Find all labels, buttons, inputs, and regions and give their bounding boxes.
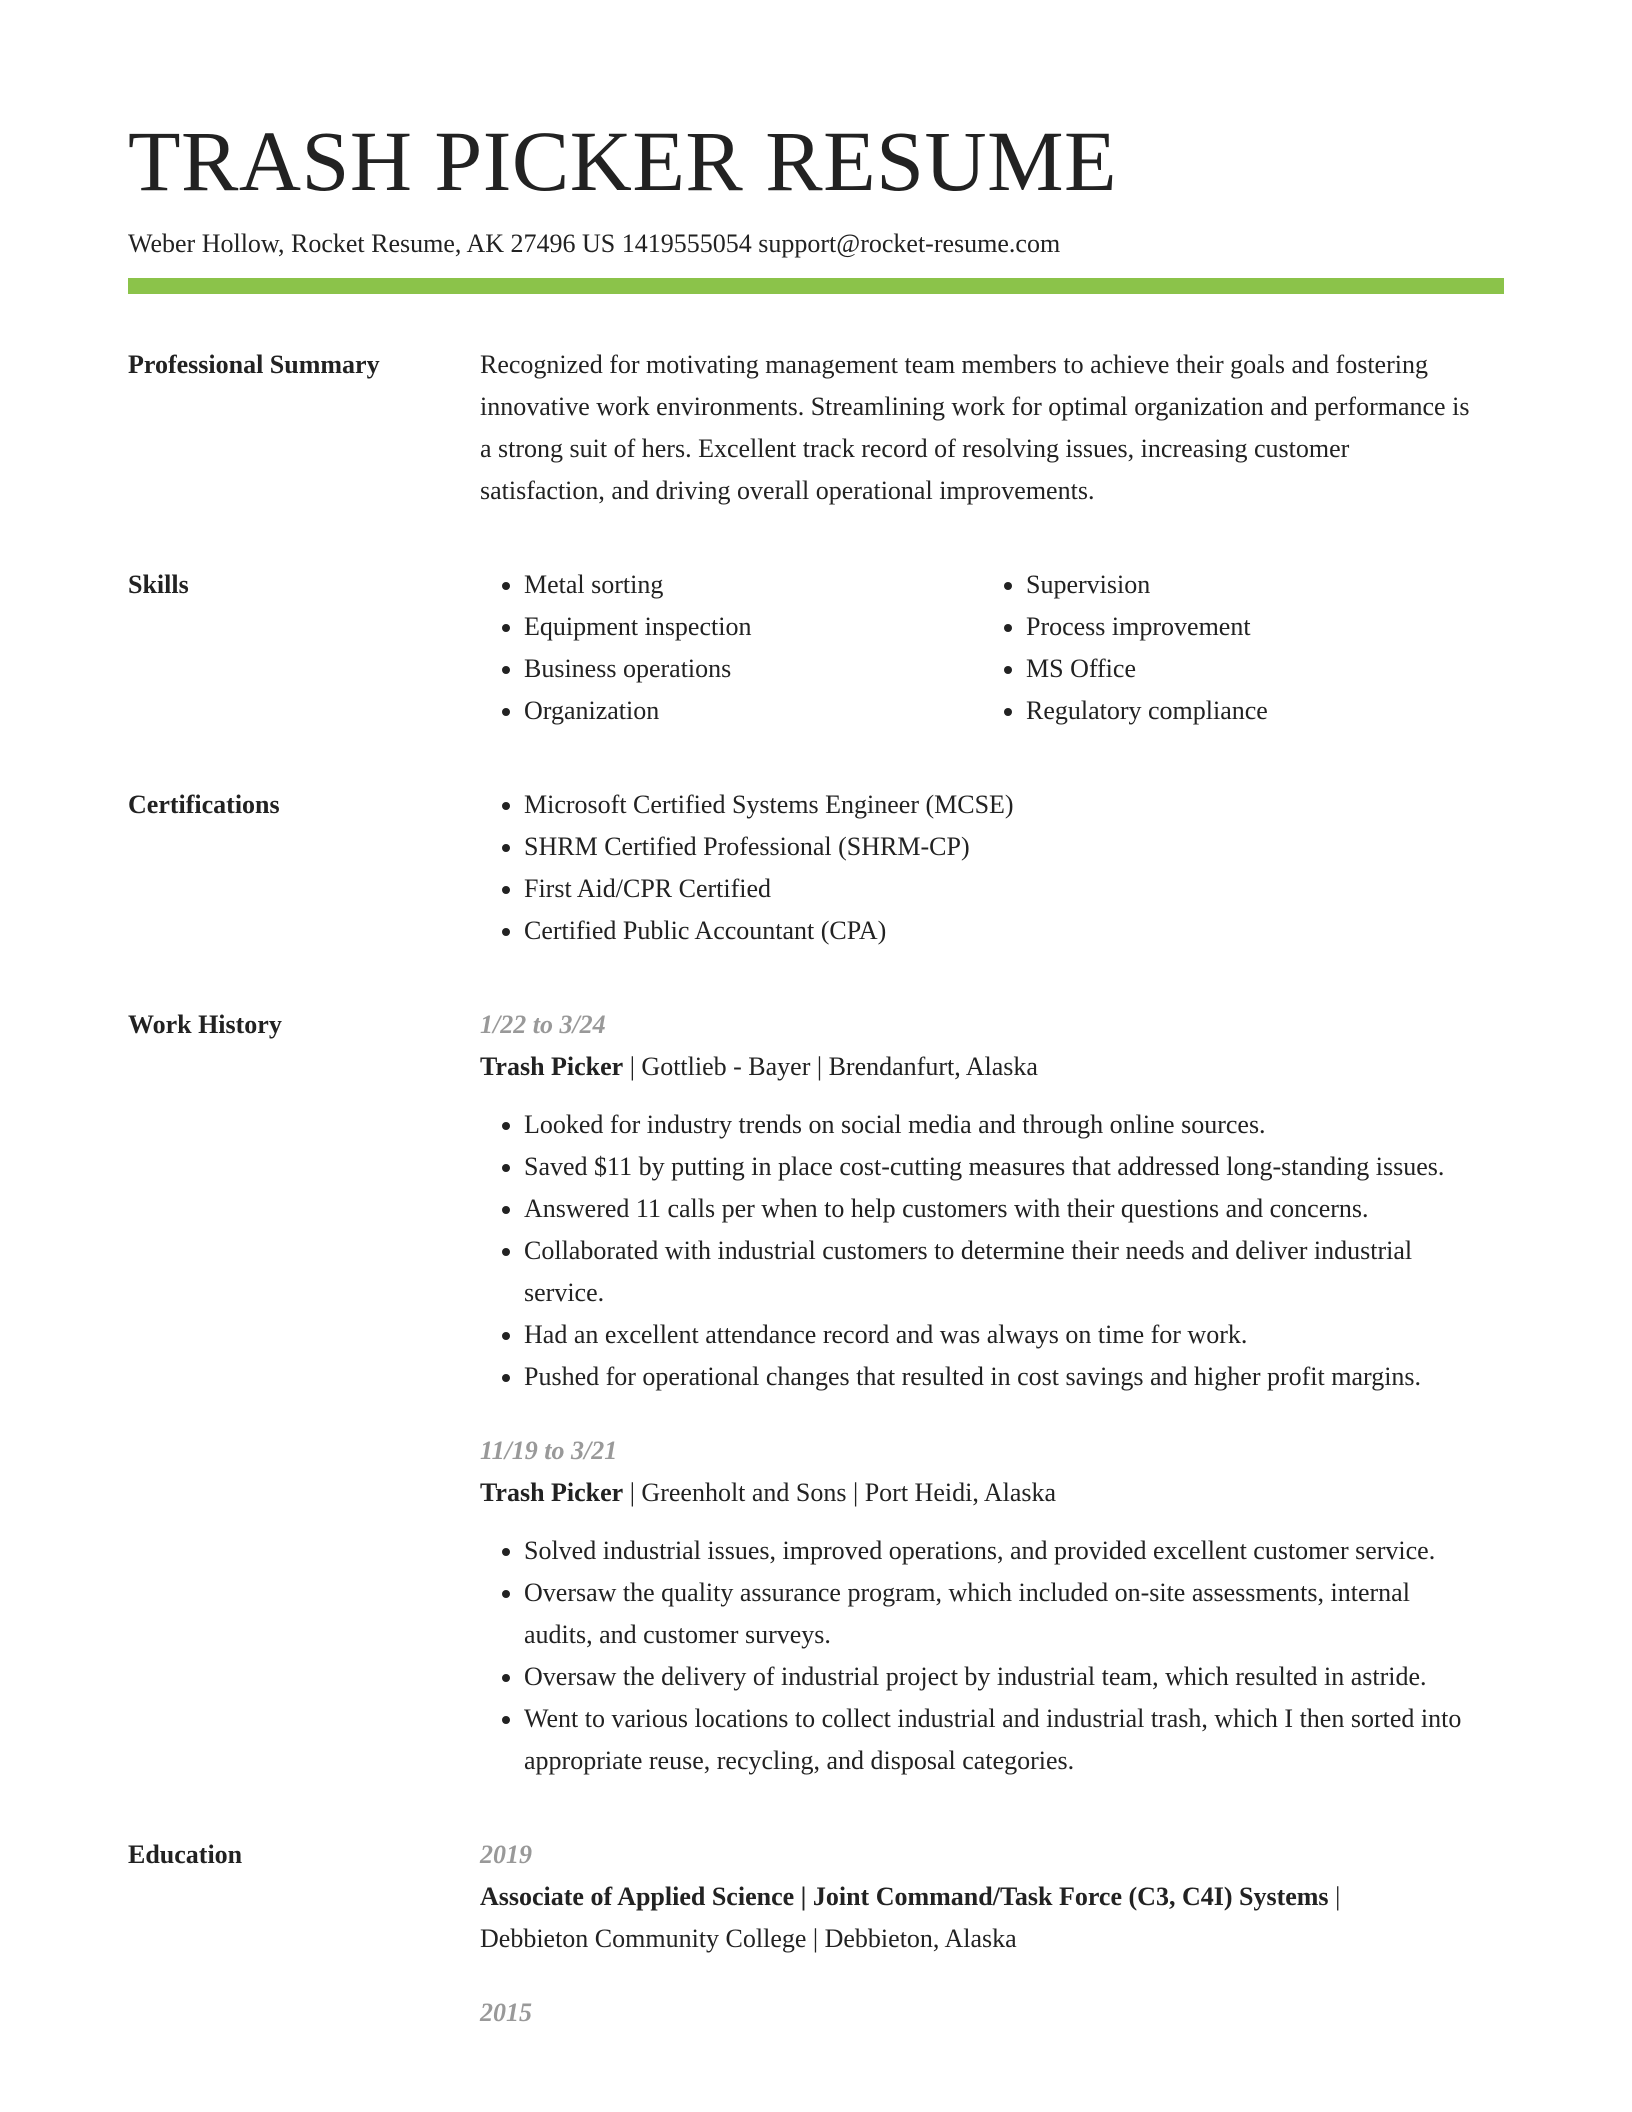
- education-degree: Associate of Applied Science | Joint Command/Task Force (C3, C4I) Systems: [480, 1882, 1329, 1911]
- job-bullet: • Oversaw the delivery of industrial project by industrial team, which resulted in astride.: [524, 1656, 1480, 1698]
- job-bullets: [480, 1104, 1480, 1398]
- job-entry: [480, 1430, 1480, 1782]
- skills-column-2: [982, 564, 1480, 732]
- certification-item: • Certified Public Accountant (CPA): [524, 910, 1480, 952]
- header-divider: [128, 278, 1504, 294]
- education-entry: [480, 1992, 1480, 2034]
- education-section: [128, 1834, 1504, 2034]
- job-dates: 1/22 to 3/24: [480, 1010, 606, 1039]
- skills-section: [128, 564, 1504, 732]
- skill-item: • Regulatory compliance: [1026, 690, 1480, 732]
- education-details: [480, 1876, 1480, 1960]
- skill-item: • Supervision: [1026, 564, 1480, 606]
- skill-item: • Business operations: [524, 648, 982, 690]
- certifications-list: [480, 784, 1480, 952]
- job-bullet: • Collaborated with industrial customers to determine their needs and deliver industrial service.: [524, 1230, 1480, 1314]
- summary-body: [480, 344, 1480, 512]
- certification-item: • SHRM Certified Professional (SHRM-CP): [524, 826, 1480, 868]
- skill-item: • Organization: [524, 690, 982, 732]
- job-bullet: • Answered 11 calls per when to help customers with their questions and concerns.: [524, 1188, 1480, 1230]
- skills-grid: [480, 564, 1480, 732]
- job-title-line: [480, 1046, 1480, 1088]
- certifications-body: [480, 784, 1480, 952]
- resume-page: [128, 0, 1504, 2034]
- summary-heading: Professional Summary: [128, 350, 380, 379]
- job-bullet: • Pushed for operational changes that resulted in cost savings and higher profit margins.: [524, 1356, 1480, 1398]
- resume-title: TRASH PICKER RESUME: [128, 113, 1118, 209]
- job-bullet: • Had an excellent attendance record and was always on time for work.: [524, 1314, 1480, 1356]
- job-bullet: • Saved $11 by putting in place cost-cutting measures that addressed long-standing issues.: [524, 1146, 1480, 1188]
- education-separator: |: [1328, 1882, 1341, 1911]
- skills-heading: Skills: [128, 570, 189, 599]
- work-history-body: [480, 1004, 1480, 1782]
- skill-item: • Metal sorting: [524, 564, 982, 606]
- skills-column-1: [480, 564, 982, 732]
- education-school: Debbieton Community College | Debbieton, Alaska: [480, 1924, 1017, 1953]
- job-bullet: • Solved industrial issues, improved operations, and provided excellent customer service.: [524, 1530, 1480, 1572]
- certifications-section: [128, 784, 1504, 952]
- job-company-location: | Gottlieb - Bayer | Brendanfurt, Alaska: [623, 1052, 1038, 1081]
- job-dates: 11/19 to 3/21: [480, 1436, 618, 1465]
- education-entry: [480, 1834, 1480, 1960]
- certification-item: • First Aid/CPR Certified: [524, 868, 1480, 910]
- job-bullet: • Oversaw the quality assurance program, which included on-site assessments, internal audits, and customer surveys.: [524, 1572, 1480, 1656]
- job-bullet: • Looked for industry trends on social media and through online sources.: [524, 1104, 1480, 1146]
- education-heading: Education: [128, 1840, 243, 1869]
- job-company-location: | Greenholt and Sons | Port Heidi, Alaska: [623, 1478, 1057, 1507]
- summary-section: [128, 344, 1504, 512]
- certification-item: • Microsoft Certified Systems Engineer (MCSE): [524, 784, 1480, 826]
- education-body: [480, 1834, 1480, 2034]
- skill-item: • MS Office: [1026, 648, 1480, 690]
- job-title-line: [480, 1472, 1480, 1514]
- skills-body: [480, 564, 1480, 732]
- skill-item: • Equipment inspection: [524, 606, 982, 648]
- education-year: 2019: [480, 1840, 532, 1869]
- contact-line: Weber Hollow, Rocket Resume, AK 27496 US 1419555054 support@rocket-resume.com: [128, 229, 1061, 258]
- skill-item: • Process improvement: [1026, 606, 1480, 648]
- summary-text: Recognized for motivating management team members to achieve their goals and fostering innovative work environments. Streamlining work for optimal organization and performance is a strong suit of hers. Excellent track record of resolving issues, increasing customer satisfaction, and driving overall operational improvements.: [480, 350, 1470, 505]
- job-bullets: [480, 1530, 1480, 1782]
- job-role: Trash Picker: [480, 1478, 624, 1507]
- job-entry: [480, 1004, 1480, 1398]
- work-history-heading: Work History: [128, 1010, 282, 1039]
- job-role: Trash Picker: [480, 1052, 624, 1081]
- job-bullet: • Went to various locations to collect industrial and industrial trash, which I then sorted into appropriate reuse, recycling, and disposal categories.: [524, 1698, 1480, 1782]
- work-history-section: [128, 1004, 1504, 1782]
- education-year: 2015: [480, 1998, 532, 2027]
- certifications-heading: Certifications: [128, 790, 280, 819]
